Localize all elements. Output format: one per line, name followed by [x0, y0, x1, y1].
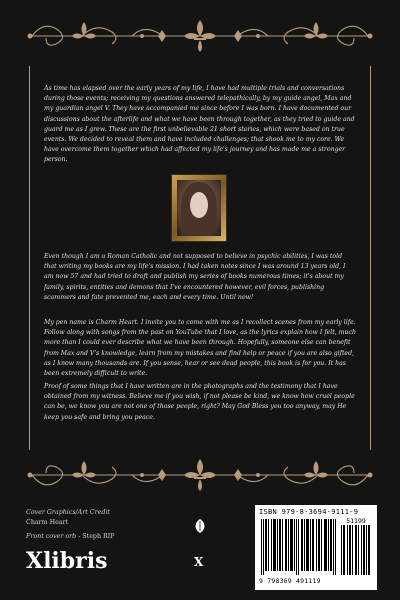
blurb-paragraph-3: My pen name is Charm Heart. I invite you to come with me as I recollect scenes from my early life. Follow along with songs from the past on YouTube that I love, as the lyrics explain how I felt, much more than I could ever describe what we have been through. Hopefully, someone else can benefit from Max and V's knowledge, learn from my mistakes and find help or peace if you are also gifted, as I know many thousands are. If you sense, hear or see dead people, this book is for you. It has been extremely difficult to write. — [44, 319, 356, 378]
top-ornament-icon — [22, 16, 378, 56]
publisher-logo: Xlibris — [26, 548, 108, 574]
addon-barcode-bars — [341, 525, 371, 575]
front-credit-name: - Steph RIP — [78, 533, 115, 540]
cover-credit-label: Cover Graphics/Art Credit — [26, 509, 110, 516]
blurb-paragraph-2: Even though I am a Roman Catholic and not supposed to believe in psychic abilities, I was told that writing my books are my life's mission. I had taken notes since I was around 13 years old, I am now 57 and had tried to draft and publish my series of books numerous times; it's about my family, spirits, entities and demons that I've encountered however, evil forces, publishing scammers and fate prevented me, each and every time. Until now! — [44, 253, 346, 301]
publisher-leaf-icon — [192, 518, 208, 534]
front-credit-label: Front cover orb — [26, 533, 77, 540]
front-cover-credit — [26, 533, 114, 541]
right-frame-line — [370, 66, 371, 450]
author-photo — [172, 175, 226, 241]
left-frame-line — [29, 66, 30, 450]
ean-digits: 9 798369 491119 — [259, 577, 321, 585]
addon-digits: 51199 — [346, 517, 366, 525]
isbn-label: ISBN 979-8-3694-9111-9 — [259, 508, 359, 516]
barcode — [255, 505, 377, 590]
ean-barcode-bars — [261, 519, 337, 575]
publisher-x-mark: X — [194, 555, 204, 569]
cover-credit-name: Charm Heart — [26, 519, 69, 526]
bottom-ornament-icon — [22, 455, 378, 495]
blurb-paragraph-4: Proof of some things that I have written are in the photographs and the testimony that I have obtained from my witness. Believe me if you wish, if not please be kind, we know how cruel people can be, we know you are not one of those people, right? May God Bless you too anyway, may He keep you safe and bring you peace. — [44, 383, 355, 421]
author-photo-image — [177, 180, 221, 236]
blurb-paragraph-1: As time has elapsed over the early years of my life, I have had multiple trials and conversations during those events; receiving my questions answered telepathically, by my guide angel, Max and my guardian angel V. They have accompanied me since before I was born. I have documented our discussions about the afterlife and what we have been through together, as they tried to guide and guard me as I grew. These are the first unbelievable 21 short stories, which were based on true events. We decided to reveal them and have included challenges; that shook me to my core. We have overcome them together which had affected my life's journey and has made me a stronger person. — [44, 85, 355, 164]
